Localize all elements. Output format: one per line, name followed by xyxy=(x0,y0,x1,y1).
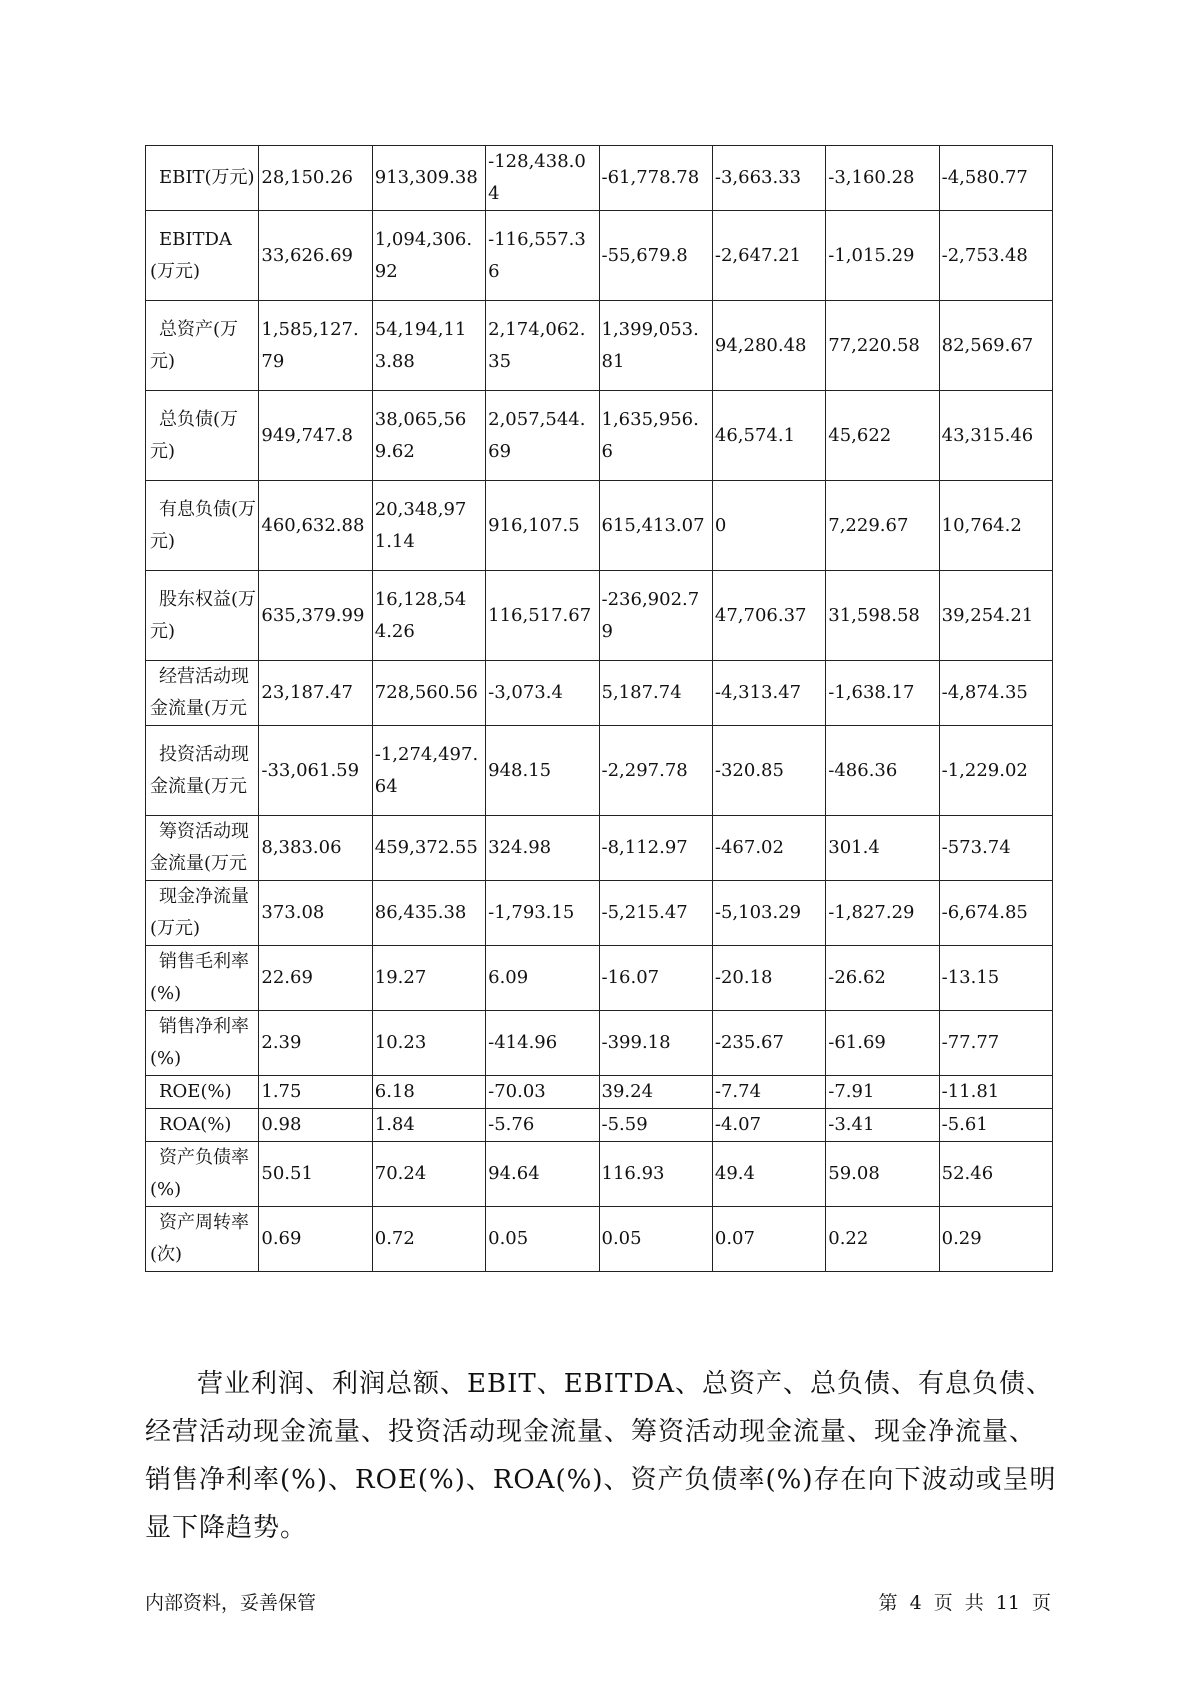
table-cell: 0.98 xyxy=(259,1109,372,1142)
table-cell: 77,220.58 xyxy=(826,301,939,391)
table-cell: 0.07 xyxy=(712,1207,825,1272)
table-cell: 46,574.1 xyxy=(712,391,825,481)
table-cell: 116,517.67 xyxy=(486,571,599,661)
table-cell: -77.77 xyxy=(939,1011,1052,1076)
table-cell: -11.81 xyxy=(939,1076,1052,1109)
financial-table xyxy=(145,145,1053,1272)
row-label: EBITDA(万元) xyxy=(146,211,259,301)
table-cell: -1,274,497.64 xyxy=(372,726,485,816)
table-cell: -116,557.36 xyxy=(486,211,599,301)
table-row xyxy=(146,661,1053,726)
table-cell: 2,174,062.35 xyxy=(486,301,599,391)
table-cell: 459,372.55 xyxy=(372,816,485,881)
table-cell: 52.46 xyxy=(939,1142,1052,1207)
table-cell: 50.51 xyxy=(259,1142,372,1207)
financial-table-body xyxy=(146,146,1053,1272)
table-cell: -3,663.33 xyxy=(712,146,825,211)
table-cell: -20.18 xyxy=(712,946,825,1011)
table-cell: 82,569.67 xyxy=(939,301,1052,391)
summary-paragraph: 营业利润、利润总额、EBIT、EBITDA、总资产、总负债、有息负债、经营活动现金流量、投资活动现金流量、筹资活动现金流量、现金净流量、销售净利率(%)、ROE(%)、ROA(%)、资产负债率(%)存在向下波动或呈明显下降趋势。 xyxy=(145,1369,1057,1543)
table-cell: 0.22 xyxy=(826,1207,939,1272)
row-label: 现金净流量(万元) xyxy=(146,881,259,946)
table-cell: -1,793.15 xyxy=(486,881,599,946)
table-cell: -5.76 xyxy=(486,1109,599,1142)
table-cell: -2,753.48 xyxy=(939,211,1052,301)
footer-page-number: 第 4 页 共 11 页 xyxy=(878,1592,1051,1614)
table-cell: -61.69 xyxy=(826,1011,939,1076)
table-cell: 1.84 xyxy=(372,1109,485,1142)
table-cell: 19.27 xyxy=(372,946,485,1011)
row-label: ROE(%) xyxy=(146,1076,259,1109)
table-cell: -2,647.21 xyxy=(712,211,825,301)
table-cell: 324.98 xyxy=(486,816,599,881)
table-cell: -2,297.78 xyxy=(599,726,712,816)
row-label: 筹资活动现金流量(万元 xyxy=(146,816,259,881)
table-cell: 5,187.74 xyxy=(599,661,712,726)
table-row xyxy=(146,881,1053,946)
row-label: 总资产(万元) xyxy=(146,301,259,391)
table-cell: -1,638.17 xyxy=(826,661,939,726)
table-cell: 86,435.38 xyxy=(372,881,485,946)
row-label: EBIT(万元) xyxy=(146,146,259,211)
table-cell: -61,778.78 xyxy=(599,146,712,211)
table-row xyxy=(146,481,1053,571)
table-cell: -573.74 xyxy=(939,816,1052,881)
table-cell: 916,107.5 xyxy=(486,481,599,571)
table-cell: 1,399,053.81 xyxy=(599,301,712,391)
table-cell: 116.93 xyxy=(599,1142,712,1207)
table-cell: 913,309.38 xyxy=(372,146,485,211)
table-cell: 43,315.46 xyxy=(939,391,1052,481)
table-cell: 1,094,306.92 xyxy=(372,211,485,301)
row-label: 总负债(万元) xyxy=(146,391,259,481)
table-cell: 1,635,956.6 xyxy=(599,391,712,481)
table-cell: -3,073.4 xyxy=(486,661,599,726)
table-cell: 6.18 xyxy=(372,1076,485,1109)
table-cell: -4,580.77 xyxy=(939,146,1052,211)
table-cell: -16.07 xyxy=(599,946,712,1011)
table-cell: -399.18 xyxy=(599,1011,712,1076)
table-cell: 54,194,113.88 xyxy=(372,301,485,391)
table-row xyxy=(146,211,1053,301)
table-cell: -128,438.04 xyxy=(486,146,599,211)
table-cell: -33,061.59 xyxy=(259,726,372,816)
table-cell: 460,632.88 xyxy=(259,481,372,571)
row-label: 销售毛利率(%) xyxy=(146,946,259,1011)
table-row xyxy=(146,946,1053,1011)
table-cell: -3,160.28 xyxy=(826,146,939,211)
table-cell: -1,015.29 xyxy=(826,211,939,301)
table-cell: -8,112.97 xyxy=(599,816,712,881)
table-row xyxy=(146,1207,1053,1272)
table-cell: -414.96 xyxy=(486,1011,599,1076)
table-cell: 2,057,544.69 xyxy=(486,391,599,481)
table-cell: -7.74 xyxy=(712,1076,825,1109)
table-cell: 615,413.07 xyxy=(599,481,712,571)
table-row xyxy=(146,1142,1053,1207)
table-cell: -236,902.79 xyxy=(599,571,712,661)
table-cell: 635,379.99 xyxy=(259,571,372,661)
table-cell: 2.39 xyxy=(259,1011,372,1076)
table-cell: -5,103.29 xyxy=(712,881,825,946)
table-cell: 6.09 xyxy=(486,946,599,1011)
table-cell: 1,585,127.79 xyxy=(259,301,372,391)
table-cell: 949,747.8 xyxy=(259,391,372,481)
table-row xyxy=(146,146,1053,211)
row-label: 资产周转率(次) xyxy=(146,1207,259,1272)
table-cell: 39,254.21 xyxy=(939,571,1052,661)
table-cell: 0.05 xyxy=(486,1207,599,1272)
table-cell: -5,215.47 xyxy=(599,881,712,946)
row-label: 有息负债(万元) xyxy=(146,481,259,571)
table-cell: 728,560.56 xyxy=(372,661,485,726)
table-cell: -4,874.35 xyxy=(939,661,1052,726)
table-cell: -5.59 xyxy=(599,1109,712,1142)
table-cell: 23,187.47 xyxy=(259,661,372,726)
table-cell: 16,128,544.26 xyxy=(372,571,485,661)
footer-confidential: 内部资料，妥善保管 xyxy=(145,1592,317,1614)
table-cell: 7,229.67 xyxy=(826,481,939,571)
table-cell: -486.36 xyxy=(826,726,939,816)
table-row xyxy=(146,726,1053,816)
table-cell: 0.29 xyxy=(939,1207,1052,1272)
row-label: 股东权益(万元) xyxy=(146,571,259,661)
table-row xyxy=(146,1109,1053,1142)
table-cell: -70.03 xyxy=(486,1076,599,1109)
table-row xyxy=(146,1076,1053,1109)
table-cell: -55,679.8 xyxy=(599,211,712,301)
row-label: 投资活动现金流量(万元 xyxy=(146,726,259,816)
table-cell: 948.15 xyxy=(486,726,599,816)
table-row xyxy=(146,1011,1053,1076)
table-cell: 0.69 xyxy=(259,1207,372,1272)
row-label: 资产负债率(%) xyxy=(146,1142,259,1207)
table-cell: 0.72 xyxy=(372,1207,485,1272)
table-row xyxy=(146,571,1053,661)
table-cell: 39.24 xyxy=(599,1076,712,1109)
row-label: 经营活动现金流量(万元 xyxy=(146,661,259,726)
table-cell: -6,674.85 xyxy=(939,881,1052,946)
table-cell: 94,280.48 xyxy=(712,301,825,391)
table-cell: -320.85 xyxy=(712,726,825,816)
table-cell: -13.15 xyxy=(939,946,1052,1011)
row-label: ROA(%) xyxy=(146,1109,259,1142)
table-cell: 301.4 xyxy=(826,816,939,881)
table-cell: 38,065,569.62 xyxy=(372,391,485,481)
table-cell: 49.4 xyxy=(712,1142,825,1207)
table-cell: -5.61 xyxy=(939,1109,1052,1142)
table-cell: -3.41 xyxy=(826,1109,939,1142)
table-cell: 22.69 xyxy=(259,946,372,1011)
table-cell: 70.24 xyxy=(372,1142,485,1207)
table-cell: -4.07 xyxy=(712,1109,825,1142)
table-cell: 0.05 xyxy=(599,1207,712,1272)
table-row xyxy=(146,816,1053,881)
table-cell: 31,598.58 xyxy=(826,571,939,661)
table-row xyxy=(146,301,1053,391)
table-cell: -7.91 xyxy=(826,1076,939,1109)
table-cell: -26.62 xyxy=(826,946,939,1011)
table-cell: -1,827.29 xyxy=(826,881,939,946)
row-label: 销售净利率(%) xyxy=(146,1011,259,1076)
table-cell: -235.67 xyxy=(712,1011,825,1076)
table-cell: 47,706.37 xyxy=(712,571,825,661)
table-cell: -467.02 xyxy=(712,816,825,881)
table-cell: 28,150.26 xyxy=(259,146,372,211)
table-cell: 20,348,971.14 xyxy=(372,481,485,571)
table-row xyxy=(146,391,1053,481)
table-cell: 1.75 xyxy=(259,1076,372,1109)
table-cell: 45,622 xyxy=(826,391,939,481)
table-cell: -4,313.47 xyxy=(712,661,825,726)
table-cell: 33,626.69 xyxy=(259,211,372,301)
table-cell: 94.64 xyxy=(486,1142,599,1207)
table-cell: 59.08 xyxy=(826,1142,939,1207)
table-cell: 10.23 xyxy=(372,1011,485,1076)
table-cell: 373.08 xyxy=(259,881,372,946)
table-cell: 10,764.2 xyxy=(939,481,1052,571)
table-cell: -1,229.02 xyxy=(939,726,1052,816)
table-cell: 8,383.06 xyxy=(259,816,372,881)
table-cell: 0 xyxy=(712,481,825,571)
